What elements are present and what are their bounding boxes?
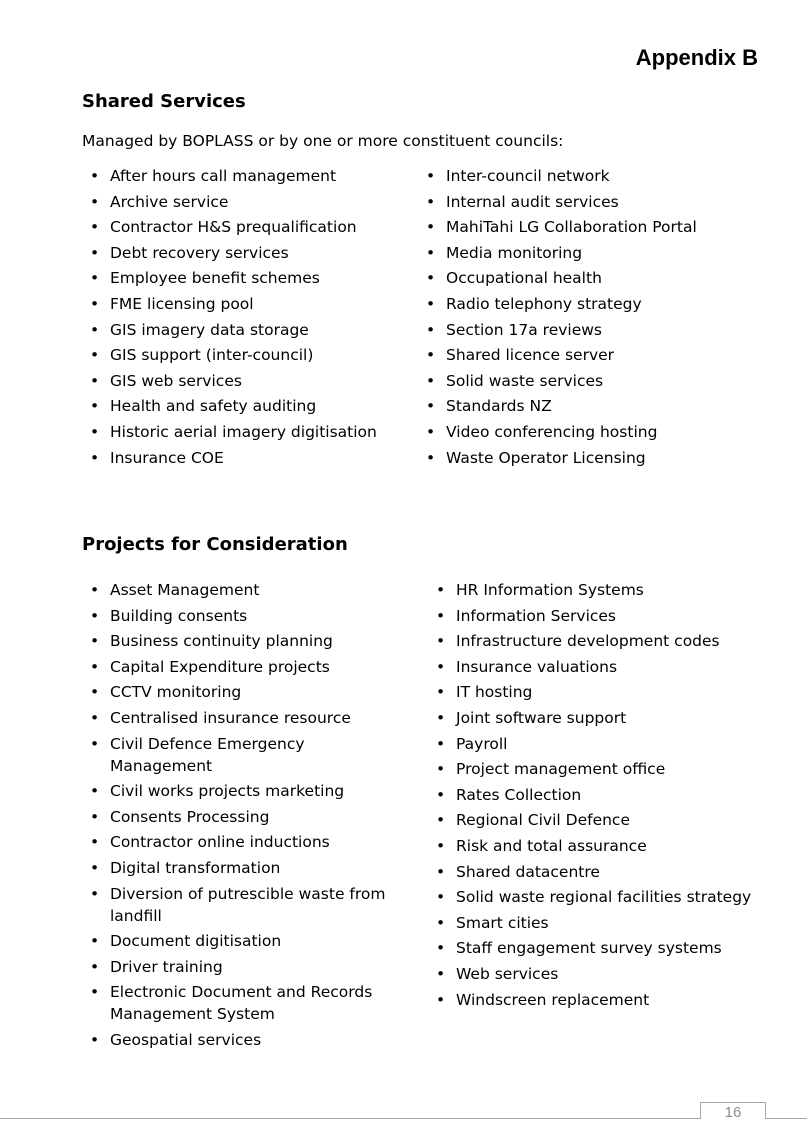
list-item: • After hours call management (82, 165, 402, 187)
list-item: • Building consents (82, 605, 407, 627)
list-item: • Regional Civil Defence (428, 809, 758, 831)
list-item: • Centralised insurance resource (82, 707, 407, 729)
list-item: • Employee benefit schemes (82, 267, 402, 289)
list-item: • Driver training (82, 956, 407, 978)
list-item: • Health and safety auditing (82, 395, 402, 417)
page-number-tab (700, 1102, 766, 1119)
page-number: 16 (724, 1104, 742, 1121)
list-item: • GIS imagery data storage (82, 319, 402, 341)
list-item: • Waste Operator Licensing (418, 447, 748, 469)
projects-heading: Projects for Consideration (82, 534, 348, 555)
projects-list-left (82, 579, 407, 1055)
list-item: • CCTV monitoring (82, 681, 407, 703)
list-item: • Contractor H&S prequalification (82, 216, 402, 238)
shared-services-list-right (418, 165, 748, 472)
list-item: • Video conferencing hosting (418, 421, 748, 443)
list-item: • Civil Defence Emergency Management (82, 733, 407, 777)
shared-services-heading: Shared Services (82, 91, 246, 112)
list-item: • Staff engagement survey systems (428, 937, 758, 959)
list-item: • MahiTahi LG Collaboration Portal (418, 216, 748, 238)
list-item: • Insurance COE (82, 447, 402, 469)
list-item: • Risk and total assurance (428, 835, 758, 857)
list-item: • Solid waste regional facilities strategy (428, 886, 758, 908)
list-item: • Solid waste services (418, 370, 748, 392)
list-item: • Media monitoring (418, 242, 748, 264)
appendix-label: Appendix B (635, 45, 758, 70)
list-item: • Digital transformation (82, 857, 407, 879)
list-item: • Geospatial services (82, 1029, 407, 1051)
list-item: • Occupational health (418, 267, 748, 289)
list-item: • HR Information Systems (428, 579, 758, 601)
list-item: • Project management office (428, 758, 758, 780)
list-item: • Infrastructure development codes (428, 630, 758, 652)
list-item: • Joint software support (428, 707, 758, 729)
list-item: • Web services (428, 963, 758, 985)
list-item: • Windscreen replacement (428, 989, 758, 1011)
list-item: • Information Services (428, 605, 758, 627)
shared-services-list-left (82, 165, 402, 472)
list-item: • Historic aerial imagery digitisation (82, 421, 402, 443)
list-item: • Business continuity planning (82, 630, 407, 652)
list-item: • Payroll (428, 733, 758, 755)
list-item: • IT hosting (428, 681, 758, 703)
list-item: • Consents Processing (82, 806, 407, 828)
list-item: • Document digitisation (82, 930, 407, 952)
list-item: • Diversion of putrescible waste from landfill (82, 883, 407, 927)
list-item: • Asset Management (82, 579, 407, 601)
projects-list-right (428, 579, 758, 1014)
list-item: • Shared datacentre (428, 861, 758, 883)
shared-services-intro: Managed by BOPLASS or by one or more constituent councils: (82, 132, 564, 150)
list-item: • Rates Collection (428, 784, 758, 806)
list-item: • Archive service (82, 191, 402, 213)
list-item: • Capital Expenditure projects (82, 656, 407, 678)
list-item: • Section 17a reviews (418, 319, 748, 341)
list-item: • Shared licence server (418, 344, 748, 366)
list-item: • Insurance valuations (428, 656, 758, 678)
list-item: • GIS web services (82, 370, 402, 392)
list-item: • GIS support (inter-council) (82, 344, 402, 366)
list-item: • Civil works projects marketing (82, 780, 407, 802)
list-item: • Debt recovery services (82, 242, 402, 264)
footer-divider (0, 1118, 807, 1119)
list-item: • FME licensing pool (82, 293, 402, 315)
list-item: • Contractor online inductions (82, 831, 407, 853)
list-item: • Radio telephony strategy (418, 293, 748, 315)
list-item: • Standards NZ (418, 395, 748, 417)
list-item: • Internal audit services (418, 191, 748, 213)
list-item: • Smart cities (428, 912, 758, 934)
list-item: • Electronic Document and Records Management System (82, 981, 407, 1025)
list-item: • Inter-council network (418, 165, 748, 187)
